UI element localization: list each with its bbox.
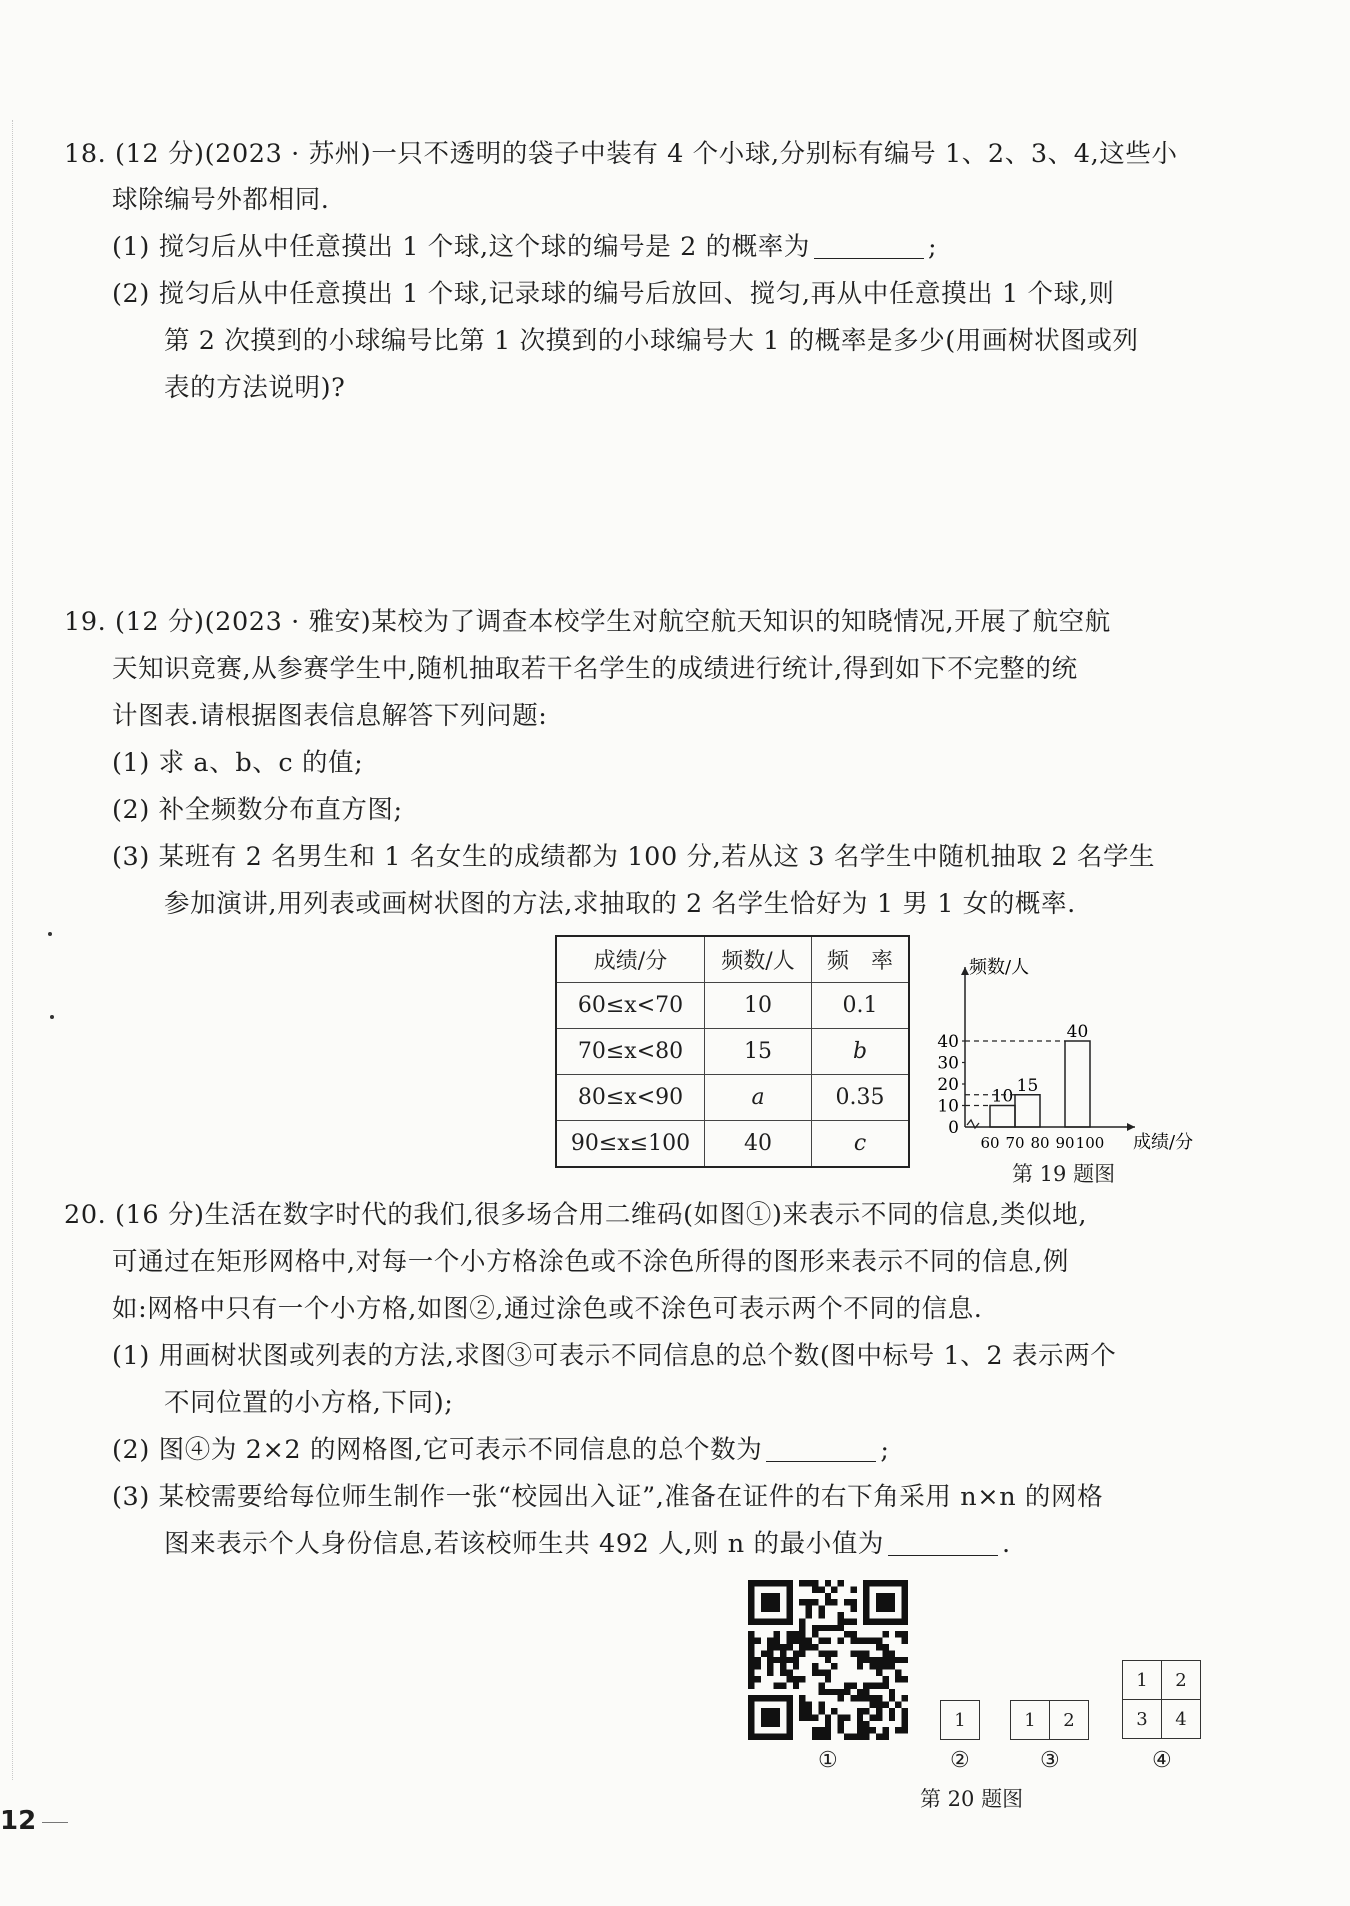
- q18-part-1-end: ;: [928, 232, 938, 262]
- q20-line-1: 20. (16 分)生活在数字时代的我们,很多场合用二维码(如图①)来表示不同的信息,类似地,: [64, 1200, 1088, 1230]
- q20-line-2: 可通过在矩形网格中,对每一个小方格涂色或不涂色所得的图形来表示不同的信息,例: [112, 1247, 1070, 1277]
- y-tick-label: 30: [937, 1053, 959, 1074]
- answer-blank[interactable]: [888, 1529, 998, 1556]
- x-tick-label: 60: [980, 1134, 1000, 1152]
- table-cell: 70≤x<80: [556, 1029, 705, 1075]
- figure-label: ①: [818, 1748, 838, 1773]
- q20-part-1-line-1: (1) 用画树状图或列表的方法,求图③可表示不同信息的总个数(图中标号 1、2 表示两个: [112, 1341, 1117, 1371]
- q19-part-1: (1) 求 a、b、c 的值;: [112, 748, 364, 778]
- frequency-table: [555, 935, 910, 1168]
- q20-part-3-text: 图来表示个人身份信息,若该校师生共 492 人,则 n 的最小值为: [164, 1529, 885, 1559]
- histogram-bar: [1065, 1041, 1090, 1127]
- table-header: 频 率: [812, 936, 910, 983]
- q20-figure-caption: 第 20 题图: [920, 1787, 1024, 1811]
- q20-part-2-end: ;: [880, 1435, 890, 1465]
- x-tick-label: 90: [1055, 1134, 1075, 1152]
- table-row: [556, 1121, 909, 1168]
- table-header-row: [556, 936, 909, 983]
- q20-part-2: [112, 1433, 890, 1467]
- answer-blank[interactable]: [766, 1435, 876, 1462]
- table-row: [556, 983, 909, 1029]
- figure-label: ②: [950, 1748, 970, 1773]
- table-cell: 0.35: [812, 1075, 910, 1121]
- q20-part-2-text: (2) 图④为 2×2 的网格图,它可表示不同信息的总个数为: [112, 1435, 763, 1465]
- table-cell: c: [812, 1121, 910, 1168]
- grid-cell: 2: [1162, 1661, 1201, 1700]
- q19-part-3-line-1: (3) 某班有 2 名男生和 1 名女生的成绩都为 100 分,若从这 3 名学生中随机抽取 2 名学生: [112, 842, 1156, 872]
- y-tick-label: 0: [948, 1118, 959, 1138]
- q18-part-1: [112, 230, 937, 264]
- q19-part-2: (2) 补全频数分布直方图;: [112, 795, 403, 825]
- grid-cell: 4: [1162, 1700, 1201, 1739]
- grid-cell: 2: [1050, 1701, 1089, 1740]
- q20-line-3: 如:网格中只有一个小方格,如图②,通过涂色或不涂色可表示两个不同的信息.: [112, 1294, 983, 1324]
- table-row: [556, 1029, 909, 1075]
- q20-part-1-line-2: 不同位置的小方格,下同);: [164, 1388, 454, 1418]
- table-cell: 80≤x<90: [556, 1075, 705, 1121]
- histogram-bar: [990, 1106, 1015, 1128]
- grid-cell: 1: [1011, 1701, 1050, 1740]
- answer-blank[interactable]: [814, 232, 924, 259]
- q19-figure-caption: 第 19 题图: [1012, 1162, 1116, 1186]
- q18-part-2-line-1: (2) 搅匀后从中任意摸出 1 个球,记录球的编号后放回、搅匀,再从中任意摸出 1 个球,则: [112, 279, 1115, 309]
- q20-part-3-end: .: [1002, 1529, 1011, 1559]
- q19-part-3-line-2: 参加演讲,用列表或画树状图的方法,求抽取的 2 名学生恰好为 1 男 1 女的概率.: [164, 889, 1076, 919]
- q20-part-3-line-1: (3) 某校需要给每位师生制作一张“校园出入证”,准备在证件的右下角采用 n×n 的网格: [112, 1482, 1104, 1512]
- table-cell: a: [705, 1075, 812, 1121]
- q18-part-2-line-2: 第 2 次摸到的小球编号比第 1 次摸到的小球编号大 1 的概率是多少(用画树状图或列: [164, 326, 1139, 356]
- table-cell: 0.1: [812, 983, 910, 1029]
- figure-label: ③: [1040, 1748, 1060, 1773]
- qr-modules: [748, 1580, 908, 1740]
- x-axis-label: 成绩/分: [1133, 1132, 1194, 1153]
- y-axis-label: 频数/人: [969, 957, 1030, 978]
- grid-figure-4: [1122, 1660, 1201, 1739]
- table-row: [556, 1075, 909, 1121]
- q18-line-1: 18. (12 分)(2023 · 苏州)一只不透明的袋子中装有 4 个小球,分别标有编号 1、2、3、4,这些小: [64, 139, 1178, 169]
- binding-line: [12, 120, 13, 1780]
- table-header: 频数/人: [705, 936, 812, 983]
- figure-label: ④: [1152, 1748, 1172, 1773]
- y-tick-label: 40: [937, 1032, 959, 1052]
- y-axis-arrow-icon: [961, 967, 969, 975]
- margin-mark: [50, 1015, 54, 1019]
- frequency-histogram: [925, 945, 1210, 1155]
- table-cell: 10: [705, 983, 812, 1029]
- grid-figure-2: [940, 1700, 980, 1740]
- margin-mark: [48, 932, 52, 936]
- x-tick-label: 100: [1075, 1134, 1105, 1152]
- bar-data-label: 15: [1016, 1075, 1039, 1096]
- bar-data-label: 40: [1066, 1022, 1089, 1042]
- page-number-rule: [42, 1822, 68, 1823]
- y-tick-label: 20: [937, 1075, 959, 1095]
- grid-cell: 3: [1123, 1700, 1162, 1739]
- page-number: 12: [0, 1806, 37, 1836]
- qr-code-image: [748, 1580, 908, 1740]
- table-cell: 15: [705, 1029, 812, 1075]
- q20-part-3-line-2: [164, 1527, 1011, 1561]
- grid-figure-3: [1010, 1700, 1089, 1740]
- table-header: 成绩/分: [556, 936, 705, 983]
- q18-part-1-text: (1) 搅匀后从中任意摸出 1 个球,这个球的编号是 2 的概率为: [112, 232, 811, 262]
- q18-line-2: 球除编号外都相同.: [112, 185, 330, 215]
- x-tick-label: 70: [1005, 1134, 1025, 1152]
- x-tick-label: 80: [1030, 1134, 1050, 1152]
- bar-data-label: 10: [991, 1086, 1014, 1107]
- table-cell: 60≤x<70: [556, 983, 705, 1029]
- grid-cell: 1: [1123, 1661, 1162, 1700]
- y-tick-label: 10: [937, 1096, 959, 1117]
- x-axis-arrow-icon: [1127, 1123, 1135, 1131]
- q18-part-2-line-3: 表的方法说明)?: [164, 373, 346, 403]
- table-cell: 90≤x≤100: [556, 1121, 705, 1168]
- table-cell: b: [812, 1029, 910, 1075]
- histogram-bar: [1015, 1095, 1040, 1127]
- q19-line-1: 19. (12 分)(2023 · 雅安)某校为了调查本校学生对航空航天知识的知晓情况,开展了航空航: [64, 607, 1111, 637]
- q19-line-3: 计图表.请根据图表信息解答下列问题:: [112, 701, 548, 731]
- table-cell: 40: [705, 1121, 812, 1168]
- q19-line-2: 天知识竞赛,从参赛学生中,随机抽取若干名学生的成绩进行统计,得到如下不完整的统: [112, 654, 1078, 684]
- grid-cell: 1: [941, 1701, 980, 1740]
